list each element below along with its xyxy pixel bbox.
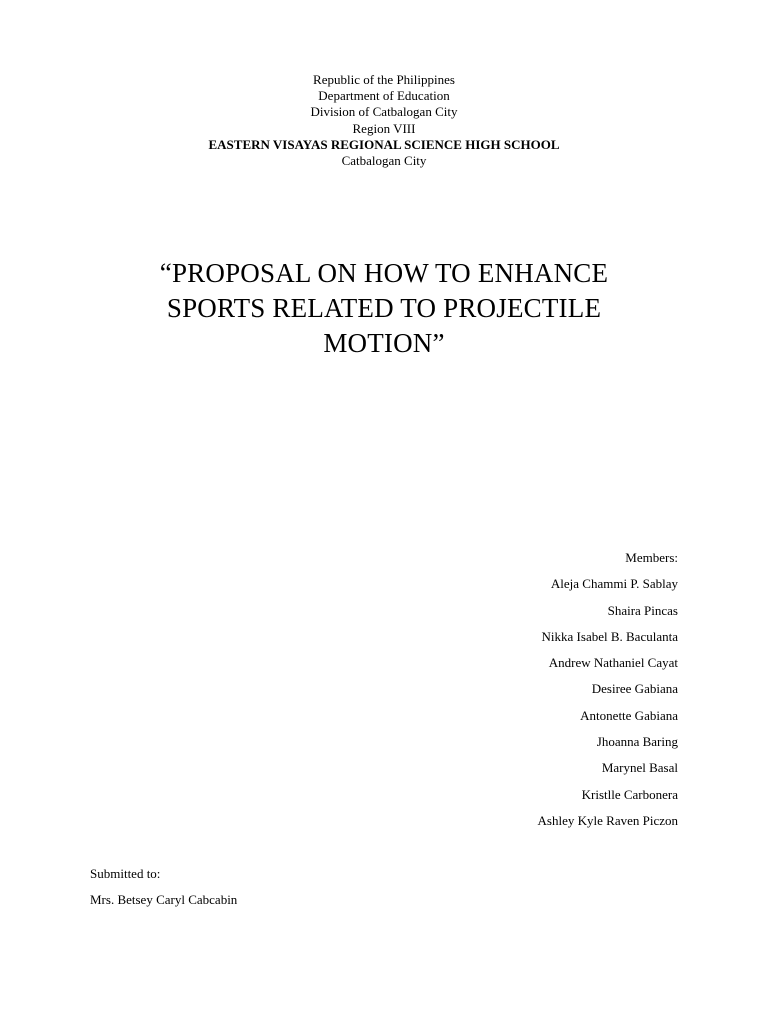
member-name: Ashley Kyle Raven Piczon bbox=[537, 812, 678, 828]
submitted-to-section bbox=[90, 865, 237, 918]
header-region: Region VIII bbox=[352, 120, 416, 136]
members-list bbox=[278, 549, 678, 838]
member-name: Kristlle Carbonera bbox=[581, 786, 678, 802]
member-name: Marynel Basal bbox=[601, 760, 678, 776]
header-division: Division of Catbalogan City bbox=[310, 104, 458, 120]
member-name: Jhoanna Baring bbox=[596, 734, 678, 750]
title-line-3: MOTION” bbox=[323, 328, 445, 358]
header-department: Department of Education bbox=[318, 88, 450, 104]
document-title bbox=[84, 256, 684, 361]
members-label: Members: bbox=[625, 550, 678, 565]
submitted-name: Mrs. Betsey Caryl Cabcabin bbox=[90, 892, 238, 908]
title-line-1: “PROPOSAL ON HOW TO ENHANCE bbox=[159, 258, 609, 288]
header-country: Republic of the Philippines bbox=[313, 72, 455, 87]
title-line-2: SPORTS RELATED TO PROJECTILE bbox=[166, 293, 602, 323]
member-name: Antonette Gabiana bbox=[580, 707, 678, 723]
submitted-label: Submitted to: bbox=[90, 866, 161, 881]
member-name: Nikka Isabel B. Baculanta bbox=[541, 628, 678, 644]
member-name: Aleja Chammi P. Sablay bbox=[550, 576, 678, 592]
document-header bbox=[0, 72, 768, 169]
header-school-name: EASTERN VISAYAS REGIONAL SCIENCE HIGH SCHOOL bbox=[208, 136, 560, 152]
member-name: Desiree Gabiana bbox=[591, 681, 678, 697]
header-city: Catbalogan City bbox=[341, 153, 427, 169]
member-name: Shaira Pincas bbox=[607, 602, 678, 618]
member-name: Andrew Nathaniel Cayat bbox=[548, 655, 678, 671]
